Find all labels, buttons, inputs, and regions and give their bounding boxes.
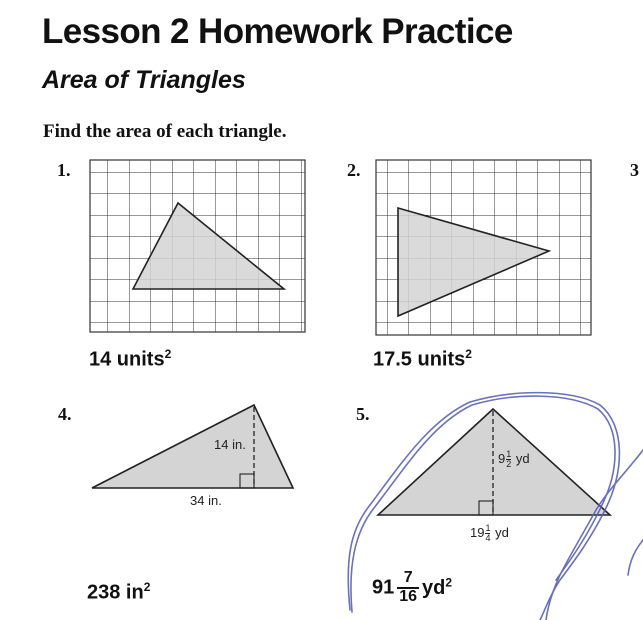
problem-5-base-num: 1 [485, 523, 491, 533]
problem-5-base-den: 4 [485, 533, 491, 543]
problem-5-base-label [470, 524, 509, 543]
problem-5-base-whole: 19 [470, 524, 485, 540]
problem-2-answer [373, 347, 472, 372]
instructions: Find the area of each triangle. [43, 121, 287, 142]
problem-4-answer-value: 238 in [87, 581, 144, 604]
problem-2-number: 2. [347, 160, 361, 180]
problem-5-answer-unit: yd [422, 577, 446, 600]
problem-5-answer-exp: 2 [445, 575, 453, 590]
problem-5-height-num: 1 [506, 449, 512, 459]
problem-4-number: 4. [58, 404, 72, 424]
problem-1-answer-value: 14 units [89, 348, 165, 371]
problem-2-answer-value: 17.5 units [373, 348, 466, 371]
problem-2-answer-exp: 2 [465, 347, 472, 361]
problem-5-answer [372, 570, 452, 606]
problem-5-answer-whole: 91 [372, 576, 395, 599]
problem-4-answer-exp: 2 [143, 580, 151, 594]
problem-5-height-unit: yd [515, 450, 530, 466]
problem-1-answer [89, 347, 171, 372]
problem-4-figure [92, 405, 293, 488]
page-title: Lesson 2 Homework Practice [42, 12, 513, 51]
problem-1-grid [90, 160, 305, 332]
problem-5-figure [378, 409, 610, 515]
problem-4-triangle [92, 405, 293, 488]
problem-5-base-unit: yd [495, 524, 509, 540]
problem-5-height-label [498, 450, 530, 469]
problem-3-number: 3 [630, 160, 639, 180]
page-subtitle: Area of Triangles [42, 66, 246, 94]
problem-4-answer [87, 580, 150, 605]
problem-5-answer-den: 16 [399, 587, 418, 605]
problem-5-height-whole: 9 [498, 450, 506, 466]
problem-4-base-label: 34 in. [190, 493, 222, 508]
problem-1-answer-exp: 2 [164, 347, 172, 361]
problem-4-height-label: 14 in. [214, 437, 246, 452]
problem-5-number: 5. [356, 404, 370, 424]
problem-5-triangle [378, 409, 610, 515]
problem-1-number: 1. [57, 160, 71, 180]
problem-5-answer-num: 7 [397, 570, 419, 589]
problem-5-height-den: 2 [506, 459, 512, 469]
problem-2-grid [376, 160, 591, 335]
